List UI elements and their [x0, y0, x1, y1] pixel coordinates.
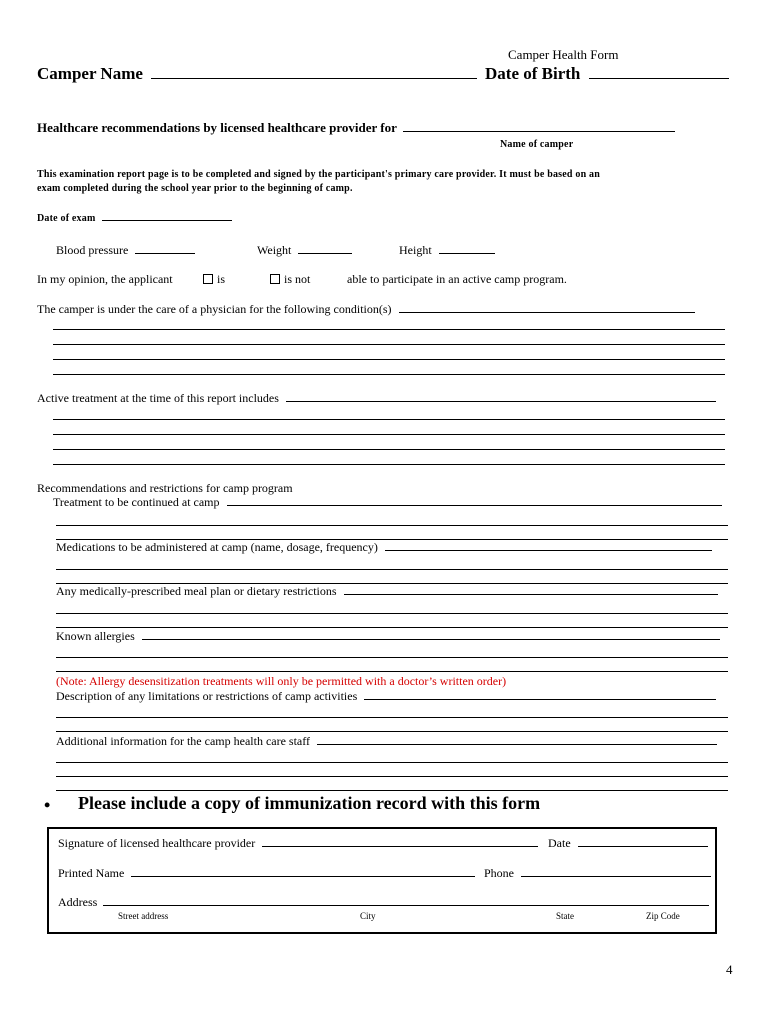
immunization-notice: Please include a copy of immunization record with this form	[78, 793, 541, 813]
zip-caption: Zip Code	[646, 911, 680, 921]
additional-row	[56, 734, 717, 749]
sig-date-row	[548, 836, 708, 851]
signature-row	[58, 836, 538, 851]
conditions-field[interactable]	[399, 312, 695, 313]
allergies-field[interactable]	[142, 639, 720, 640]
hc-title: Healthcare recommendations by licensed healthcare provider for	[37, 120, 397, 135]
opinion-is-label: is	[217, 272, 226, 286]
printed-name-row	[58, 866, 475, 881]
camper-name-row	[37, 64, 477, 84]
meal-plan-row	[56, 584, 718, 599]
active-treatment-label: Active treatment at the time of this report includes	[37, 391, 279, 405]
opinion-tail: able to participate in an active camp program.	[347, 272, 567, 286]
page-number: 4	[726, 962, 733, 977]
printed-name-label: Printed Name	[58, 866, 125, 880]
signature-field[interactable]	[262, 846, 538, 847]
active-treatment-line[interactable]	[53, 419, 725, 420]
treatment-line[interactable]	[56, 525, 728, 526]
address-label: Address	[58, 895, 98, 909]
printed-name-field[interactable]	[131, 876, 475, 877]
camper-name-for-field[interactable]	[403, 131, 675, 132]
recommendations-label: Recommendations and restrictions for camp program	[37, 481, 293, 495]
street-caption: Street address	[118, 911, 169, 921]
additional-label: Additional information for the camp health care staff	[56, 734, 311, 748]
hc-title-row	[37, 120, 675, 136]
date-of-exam-field[interactable]	[102, 220, 232, 221]
opinion-lead: In my opinion, the applicant	[37, 272, 173, 286]
active-treatment-row	[37, 391, 716, 406]
additional-line[interactable]	[56, 762, 728, 763]
height-field[interactable]	[439, 253, 495, 254]
address-field[interactable]	[103, 905, 709, 906]
dob-label: Date of Birth	[485, 64, 581, 83]
allergy-note: (Note: Allergy desensitization treatments will only be permitted with a doctor’s written order)	[56, 674, 507, 688]
medications-label: Medications to be administered at camp (name, dosage, frequency)	[56, 540, 378, 554]
conditions-line[interactable]	[53, 344, 725, 345]
medications-row	[56, 540, 712, 555]
instructions-line-1: This examination report page is to be completed and signed by the participant's primary care provider. It must be based on an	[37, 169, 600, 180]
active-treatment-line[interactable]	[53, 464, 725, 465]
signature-label: Signature of licensed healthcare provider	[58, 836, 256, 850]
treatment-row	[53, 495, 722, 510]
meal-plan-line[interactable]	[56, 627, 728, 628]
date-of-exam-label: Date of exam	[37, 213, 96, 224]
additional-line[interactable]	[56, 790, 728, 791]
allergies-line[interactable]	[56, 671, 728, 672]
dob-row	[485, 64, 729, 84]
blood-pressure-label: Blood pressure	[56, 243, 129, 257]
state-caption: State	[556, 911, 574, 921]
opinion-is-option[interactable]	[203, 272, 225, 287]
allergies-label: Known allergies	[56, 629, 135, 643]
conditions-row	[37, 302, 695, 317]
meal-plan-line[interactable]	[56, 613, 728, 614]
sig-date-field[interactable]	[578, 846, 708, 847]
conditions-line[interactable]	[53, 359, 725, 360]
active-treatment-line[interactable]	[53, 434, 725, 435]
height-row	[399, 243, 495, 258]
additional-line[interactable]	[56, 776, 728, 777]
camper-name-label: Camper Name	[37, 64, 143, 83]
meal-plan-field[interactable]	[344, 594, 718, 595]
phone-field[interactable]	[521, 876, 711, 877]
camper-name-field[interactable]	[151, 78, 477, 79]
blood-pressure-field[interactable]	[135, 253, 195, 254]
name-of-camper-caption: Name of camper	[500, 139, 574, 150]
limitations-line[interactable]	[56, 731, 728, 732]
active-treatment-field[interactable]	[286, 401, 716, 402]
city-caption: City	[360, 911, 376, 921]
weight-field[interactable]	[298, 253, 352, 254]
weight-row	[257, 243, 352, 258]
opinion-is-not-option[interactable]	[270, 272, 310, 287]
limitations-field[interactable]	[364, 699, 716, 700]
limitations-row	[56, 689, 716, 704]
medications-field[interactable]	[385, 550, 712, 551]
conditions-label: The camper is under the care of a physician for the following condition(s)	[37, 302, 392, 316]
conditions-line[interactable]	[53, 374, 725, 375]
dob-field[interactable]	[589, 78, 729, 79]
immunization-bullet: •	[44, 795, 51, 815]
weight-label: Weight	[257, 243, 292, 257]
checkbox-is-not[interactable]	[270, 274, 280, 284]
medications-line[interactable]	[56, 569, 728, 570]
date-of-exam-row	[37, 213, 232, 224]
opinion-is-not-label: is not	[284, 272, 311, 286]
instructions-line-2: exam completed during the school year prior to the beginning of camp.	[37, 183, 353, 194]
form-header: Camper Health Form	[508, 47, 619, 62]
phone-label: Phone	[484, 866, 514, 880]
treatment-field[interactable]	[227, 505, 722, 506]
limitations-label: Description of any limitations or restrictions of camp activities	[56, 689, 358, 703]
conditions-line[interactable]	[53, 329, 725, 330]
blood-pressure-row	[56, 243, 195, 258]
checkbox-is[interactable]	[203, 274, 213, 284]
address-row	[58, 895, 709, 910]
allergies-line[interactable]	[56, 657, 728, 658]
limitations-line[interactable]	[56, 717, 728, 718]
active-treatment-line[interactable]	[53, 449, 725, 450]
allergies-row	[56, 629, 720, 644]
meal-plan-label: Any medically-prescribed meal plan or dietary restrictions	[56, 584, 337, 598]
phone-row	[484, 866, 711, 881]
treatment-label: Treatment to be continued at camp	[53, 495, 220, 509]
height-label: Height	[399, 243, 432, 257]
additional-field[interactable]	[317, 744, 717, 745]
sig-date-label: Date	[548, 836, 571, 850]
